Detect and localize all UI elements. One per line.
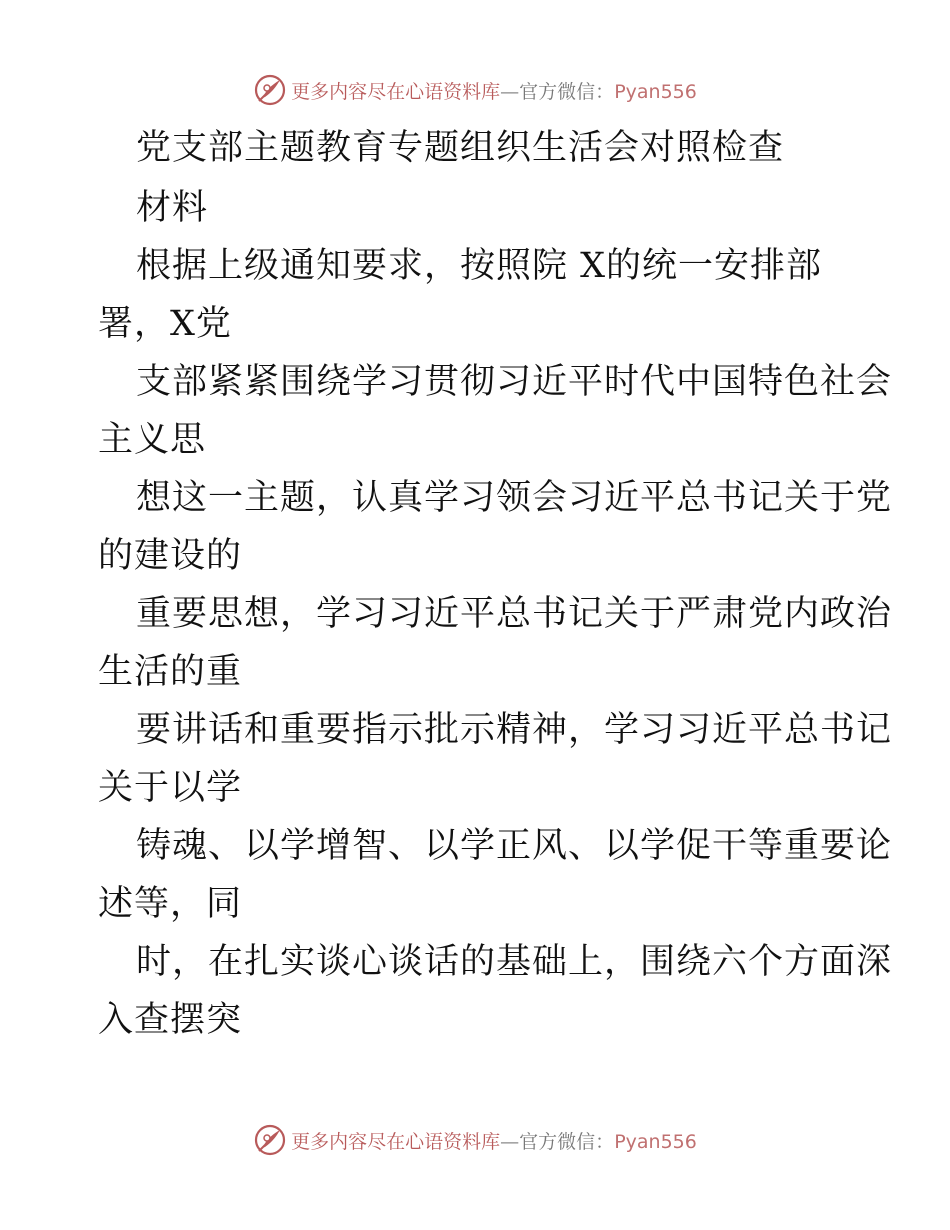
paragraph-line: 的建设的 [98, 536, 243, 576]
banner-main-text: 更多内容尽在心语资料库 [291, 1130, 501, 1153]
banner-account: Pyan556 [614, 1130, 697, 1153]
banner-wechat-label: 官方微信： [519, 80, 615, 103]
paragraph-line: 铸魂、以学增智、以学正风、以学促干等重要论 [136, 826, 893, 866]
banner-wechat-label: 官方微信： [519, 1130, 615, 1153]
banner-text [291, 1127, 697, 1154]
banner-separator: — [500, 1130, 520, 1153]
banner-account: Pyan556 [614, 80, 697, 103]
paragraph-line: 重要思想，学习习近平总书记关于严肃党内政治 [136, 594, 893, 634]
paragraph-line: 支部紧紧围绕学习贯彻习近平时代中国特色社会 [136, 362, 893, 402]
paragraph-line: 时，在扎实谈心谈话的基础上，围绕六个方面深 [136, 942, 893, 982]
paragraph-line: 述等，同 [98, 884, 243, 924]
paragraph-line: 关于以学 [98, 768, 243, 808]
quill-logo-icon [253, 1123, 287, 1157]
document-title-line: 材料 [136, 188, 209, 228]
quill-logo-icon [253, 73, 287, 107]
banner-main-text: 更多内容尽在心语资料库 [291, 80, 501, 103]
footer-banner [0, 1118, 950, 1162]
paragraph-line: 想这一主题，认真学习领会习近平总书记关于党 [136, 478, 893, 518]
paragraph-line: 要讲话和重要指示批示精神，学习习近平总书记 [136, 710, 893, 750]
paragraph-line: 署，X党 [98, 304, 232, 344]
header-banner [0, 68, 950, 112]
paragraph-line: 入查摆突 [98, 1000, 243, 1040]
paragraph-line: 主义思 [98, 420, 207, 460]
document-title-line: 党支部主题教育专题组织生活会对照检查 [136, 128, 785, 168]
paragraph-line: 根据上级通知要求，按照院 X的统一安排部 [136, 246, 823, 286]
paragraph-line: 生活的重 [98, 652, 243, 692]
banner-text [291, 77, 697, 104]
banner-separator: — [500, 80, 520, 103]
